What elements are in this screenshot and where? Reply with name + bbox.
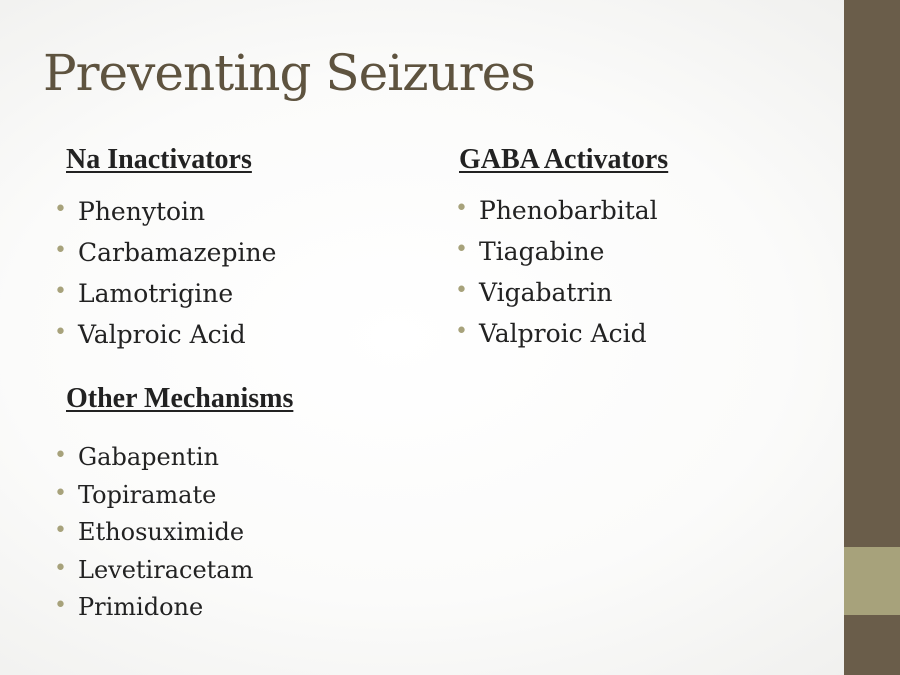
list-other-mechanisms [54, 443, 253, 631]
list-item [455, 196, 658, 237]
list-item-label: Ethosuximide [78, 518, 245, 546]
bullet-icon: • [54, 593, 67, 618]
list-item [54, 443, 253, 481]
list-item-label: Valproic Acid [78, 320, 246, 349]
list-item [455, 278, 658, 319]
list-item-label: Vigabatrin [479, 278, 613, 307]
list-item-label: Topiramate [78, 480, 217, 509]
bullet-icon: • [455, 319, 468, 344]
list-gaba-activators [455, 196, 658, 360]
bullet-icon: • [54, 320, 67, 345]
bullet-icon: • [54, 443, 67, 468]
list-item [54, 238, 276, 279]
list-item-label: Primidone [78, 593, 204, 621]
list-item-label: Gabapentin [78, 443, 219, 471]
list-item [54, 279, 276, 320]
list-item-label: Valproic Acid [479, 319, 647, 348]
bullet-icon: • [54, 518, 67, 543]
list-item [54, 197, 276, 238]
slide-title: Preventing Seizures [43, 44, 535, 102]
list-item [54, 481, 253, 519]
heading-other-mechanisms: Other Mechanisms [66, 383, 294, 414]
list-item [54, 556, 253, 594]
bullet-icon: • [54, 480, 67, 506]
list-item [455, 237, 658, 278]
list-item [455, 319, 658, 360]
bullet-icon: • [54, 555, 67, 581]
list-item-label: Carbamazepine [78, 238, 277, 267]
bullet-icon: • [54, 197, 67, 222]
list-item [54, 593, 253, 631]
list-item [54, 320, 276, 361]
list-item-label: Lamotrigine [78, 279, 234, 308]
list-item-label: Levetiracetam [78, 555, 254, 584]
heading-na-inactivators: Na Inactivators [66, 144, 252, 175]
bullet-icon: • [455, 278, 468, 303]
bullet-icon: • [455, 196, 468, 221]
bullet-icon: • [455, 237, 468, 262]
bullet-icon: • [54, 238, 67, 263]
right-bar-accent-block [844, 547, 900, 615]
bullet-icon: • [54, 279, 67, 304]
list-item-label: Tiagabine [479, 237, 605, 266]
list-item [54, 518, 253, 556]
list-item-label: Phenytoin [78, 197, 206, 226]
list-item-label: Phenobarbital [479, 196, 658, 225]
heading-gaba-activators: GABA Activators [459, 144, 669, 175]
list-na-inactivators [54, 197, 276, 361]
